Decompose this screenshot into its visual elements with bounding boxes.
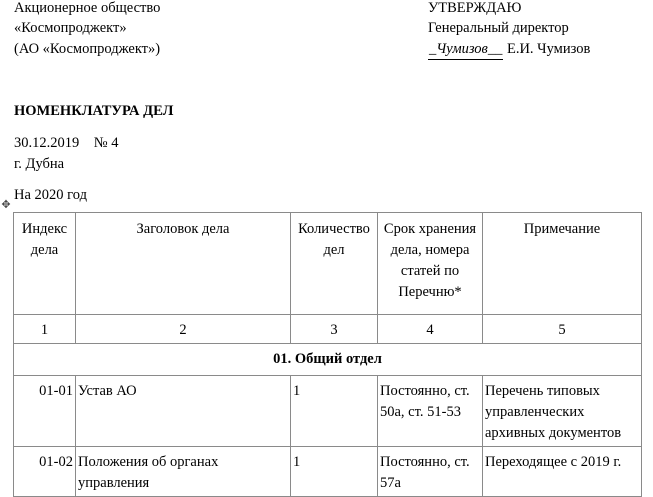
cell-term: Постоянно, ст. 50а, ст. 51-53 xyxy=(378,376,483,447)
cell-note: Перечень типовых управленческих архивных документов xyxy=(483,376,642,447)
document-year: На 2020 год xyxy=(14,187,87,203)
cell-title: Положения об органах управления xyxy=(76,447,291,497)
document-date-number xyxy=(14,133,118,153)
column-number: 5 xyxy=(483,315,642,344)
document-date: 30.12.2019 xyxy=(14,135,80,151)
org-name-line1: Акционерное общество xyxy=(14,0,161,16)
header-term: Срок хранения дела, номера статей по Перечню* xyxy=(378,213,483,315)
column-number: 3 xyxy=(291,315,378,344)
header-title: Заголовок дела xyxy=(76,213,291,315)
cell-note: Переходящее с 2019 г. xyxy=(483,447,642,497)
header-index: Индекс дела xyxy=(14,213,76,315)
approval-name: Е.И. Чумизов xyxy=(506,41,591,57)
document-title: НОМЕНКЛАТУРА ДЕЛ xyxy=(14,103,174,119)
table-move-handle-icon[interactable]: ✥ xyxy=(1,198,11,211)
approval-title: УТВЕРЖДАЮ xyxy=(428,0,522,16)
signature-prefix: _ xyxy=(429,41,437,57)
column-number: 1 xyxy=(14,315,76,344)
table-header-row xyxy=(14,213,642,315)
header-note: Примечание xyxy=(483,213,642,315)
table-row xyxy=(14,376,642,447)
signature xyxy=(428,39,503,60)
org-name-short: (АО «Космопроджект») xyxy=(14,41,161,57)
cell-count: 1 xyxy=(291,447,378,497)
nomenclature-table xyxy=(13,212,642,497)
cell-term: Постоянно, ст. 57а xyxy=(378,447,483,497)
header-count: Количество дел xyxy=(291,213,378,315)
column-number: 2 xyxy=(76,315,291,344)
column-number: 4 xyxy=(378,315,483,344)
cell-count: 1 xyxy=(291,376,378,447)
column-number-row xyxy=(14,315,642,344)
document-city: г. Дубна xyxy=(14,156,65,172)
signature-text: Чумизов xyxy=(436,41,488,57)
section-title: 01. Общий отдел xyxy=(14,344,642,376)
approval-signature-line xyxy=(428,39,590,60)
cell-index: 01-02 xyxy=(14,447,76,497)
org-name-line2: «Космопроджект» xyxy=(14,20,127,36)
cell-index: 01-01 xyxy=(14,376,76,447)
section-row xyxy=(14,344,642,376)
table-row xyxy=(14,447,642,497)
signature-suffix: __ xyxy=(487,41,503,57)
cell-title: Устав АО xyxy=(76,376,291,447)
document-number: № 4 xyxy=(93,135,119,151)
approval-position: Генеральный директор xyxy=(428,20,569,36)
